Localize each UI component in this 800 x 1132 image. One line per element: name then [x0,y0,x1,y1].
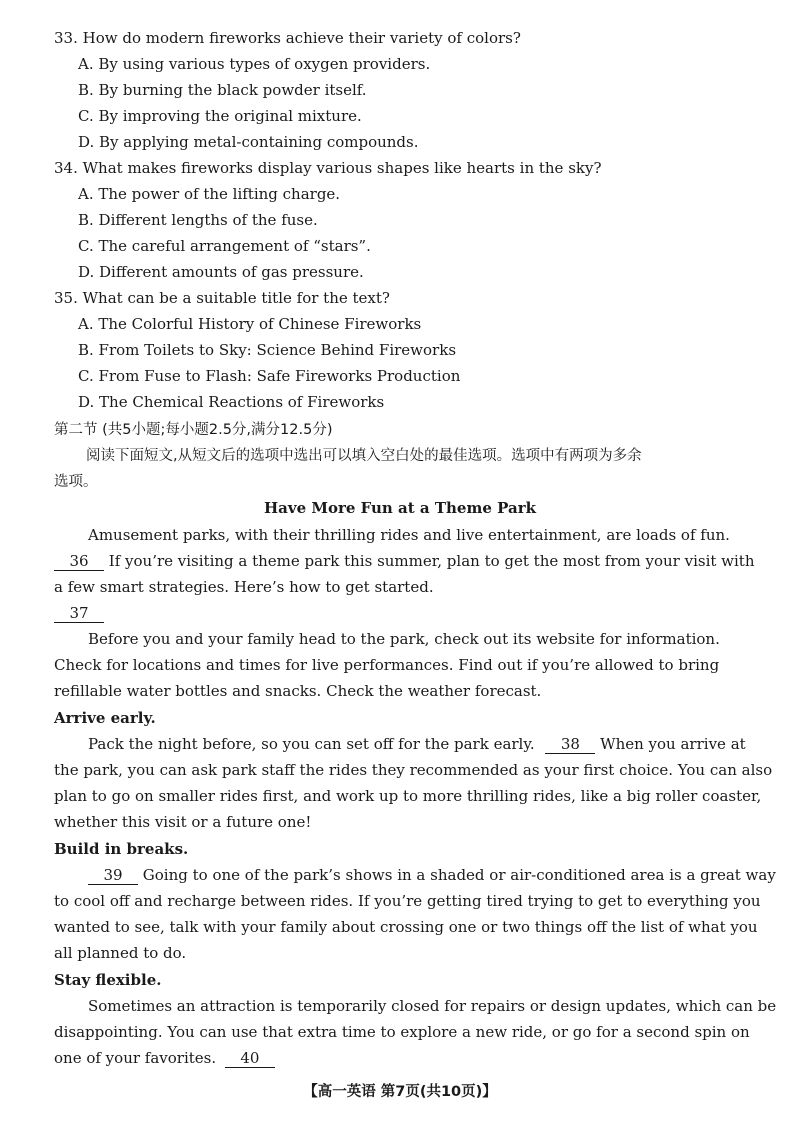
question-text: What makes fireworks display various shapes like hearts in the sky? [82,159,602,177]
section-instruction-cont: 选项。 [54,474,98,490]
option-33a: A. By using various types of oxygen providers. [78,55,431,73]
paragraph-text: whether this visit or a future one! [54,813,312,831]
question-35 [54,288,390,308]
option-35b: B. From Toilets to Sky: Science Behind Fireworks [78,341,457,359]
question-number: 35. [54,289,78,307]
page-footer: 【高一英语 第7页(共10页)】 [303,1084,497,1100]
option-34d: D. Different amounts of gas pressure. [78,263,364,281]
paragraph-text: the park, you can ask park staff the rides they recommended as your first choice. You can also [54,761,773,779]
paragraph-line [54,551,755,571]
paragraph-text: Pack the night before, so you can set off for the park early. [88,735,535,753]
paragraph-text: refillable water bottles and snacks. Check the weather forecast. [54,682,542,700]
option-34a: A. The power of the lifting charge. [78,185,341,203]
option-35d: D. The Chemical Reactions of Fireworks [78,393,385,411]
paragraph-text: When you arrive at [600,735,746,753]
option-33d: D. By applying metal-containing compounds. [78,133,419,151]
paragraph-text: Amusement parks, with their thrilling rides and live entertainment, are loads of fun. [88,526,730,544]
paragraph-line [54,1048,275,1068]
blank-38: 38 [545,735,595,754]
paragraph-text: one of your favorites. [54,1049,217,1067]
question-text: How do modern fireworks achieve their variety of colors? [82,29,521,47]
option-34c: C. The careful arrangement of “stars”. [78,237,371,255]
subheading-arrive-early: Arrive early. [54,709,156,727]
paragraph-text: Going to one of the park’s shows in a shaded or air-conditioned area is a great way [142,866,776,884]
paragraph-text: to cool off and recharge between rides. If you’re getting tired trying to get to everything you [54,892,761,910]
question-number: 33. [54,29,78,47]
blank-37: 37 [54,604,104,623]
passage-title: Have More Fun at a Theme Park [263,499,537,517]
question-text: What can be a suitable title for the text? [82,289,390,307]
option-33b: B. By burning the black powder itself. [78,81,367,99]
question-33 [54,28,521,48]
paragraph-text: Sometimes an attraction is temporarily closed for repairs or design updates, which can be [88,997,777,1015]
option-34b: B. Different lengths of the fuse. [78,211,318,229]
blank-40: 40 [225,1049,275,1068]
paragraph-text: all planned to do. [54,944,187,962]
option-33c: C. By improving the original mixture. [78,107,362,125]
subheading-stay-flexible: Stay flexible. [54,971,162,989]
paragraph-text: If you’re visiting a theme park this summer, plan to get the most from your visit with [108,552,755,570]
blank-39: 39 [88,866,138,885]
paragraph-text: disappointing. You can use that extra time to explore a new ride, or go for a second spin on [54,1023,750,1041]
blank-36: 36 [54,552,104,571]
paragraph-line [88,865,776,885]
paragraph-text: plan to go on smaller rides first, and work up to more thrilling rides, like a big roller coaster, [54,787,762,805]
subheading-build-in-breaks: Build in breaks. [54,840,189,858]
section-header: 第二节 (共5小题;每小题2.5分,满分12.5分) [54,422,333,438]
option-35c: C. From Fuse to Flash: Safe Fireworks Production [78,367,461,385]
paragraph-text: a few smart strategies. Here’s how to get started. [54,578,434,596]
question-34 [54,158,602,178]
paragraph-line [88,734,746,754]
paragraph-line [54,603,104,623]
question-number: 34. [54,159,78,177]
paragraph-text: Before you and your family head to the park, check out its website for information. [88,630,720,648]
option-35a: A. The Colorful History of Chinese Fireworks [78,315,422,333]
section-instruction: 阅读下面短文,从短文后的选项中选出可以填入空白处的最佳选项。选项中有两项为多余 [86,448,642,464]
paragraph-text: wanted to see, talk with your family about crossing one or two things off the list of what you [54,918,758,936]
paragraph-text: Check for locations and times for live performances. Find out if you’re allowed to bring [54,656,720,674]
